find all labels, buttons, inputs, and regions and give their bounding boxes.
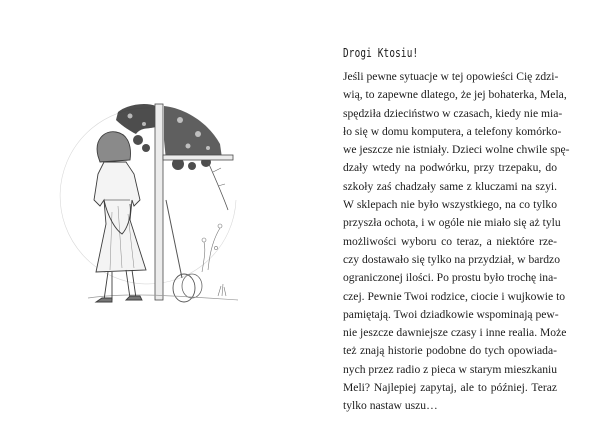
body-line: możliwości wyboru co teraz, a niektóre rze- (343, 234, 557, 248)
body-line: Jeśli pewne sytuacje w tej opowieści Cię zdzi- (343, 70, 559, 83)
body-line: spędziła dzieciństwo w czasach, kiedy nie mia- (343, 106, 563, 120)
body-line: też znają historie podobne do tych opowiada- (343, 344, 557, 358)
body-line: W sklepach nie było wszystkiego, na co tylko (343, 198, 557, 212)
girl-figure (94, 132, 146, 302)
girl-at-carpet-rack-illustration (58, 100, 243, 310)
body-line: nych przez radio z pieca w starym mieszkaniu (343, 362, 558, 376)
letter-body (343, 68, 570, 416)
body-line: ło się w domu komputera, a telefony komórko- (343, 124, 562, 138)
letter-text-column (343, 44, 570, 416)
body-line: Meli? Najlepiej zapytaj, ale to później. Teraz (343, 381, 557, 395)
body-line: pamiętają. Twoi dziadkowie wspominają pew- (343, 307, 559, 321)
body-line: szkoły zaś chadzały same z kluczami na szyi. (343, 179, 557, 193)
body-line: nie jeszcze dawniejsze czasy i inne realia. Może (343, 326, 567, 340)
body-line: wią, to zapewne dlatego, że jej bohaterka, Mela, (343, 88, 567, 102)
body-line: we jeszcze nie istniały. Dzieci wolne chwile spę- (343, 143, 570, 157)
letter-heading: Drogi Ktosiu! (343, 46, 419, 60)
body-line: dzały wtedy na podwórku, przy trzepaku, do (343, 161, 557, 175)
body-line: tylko nastaw uszu… (343, 399, 438, 413)
body-line: ograniczonej ilości. Po prostu było trochę ina- (343, 271, 558, 285)
body-line: czej. Pewnie Twoi rodzice, ciocie i wujkowie to (343, 289, 566, 303)
body-line: czy dostawało się tylko na przydział, w bardzo (343, 252, 560, 266)
body-line: przyszła ochota, i w ogóle nie miało się aż tylu (343, 216, 561, 230)
